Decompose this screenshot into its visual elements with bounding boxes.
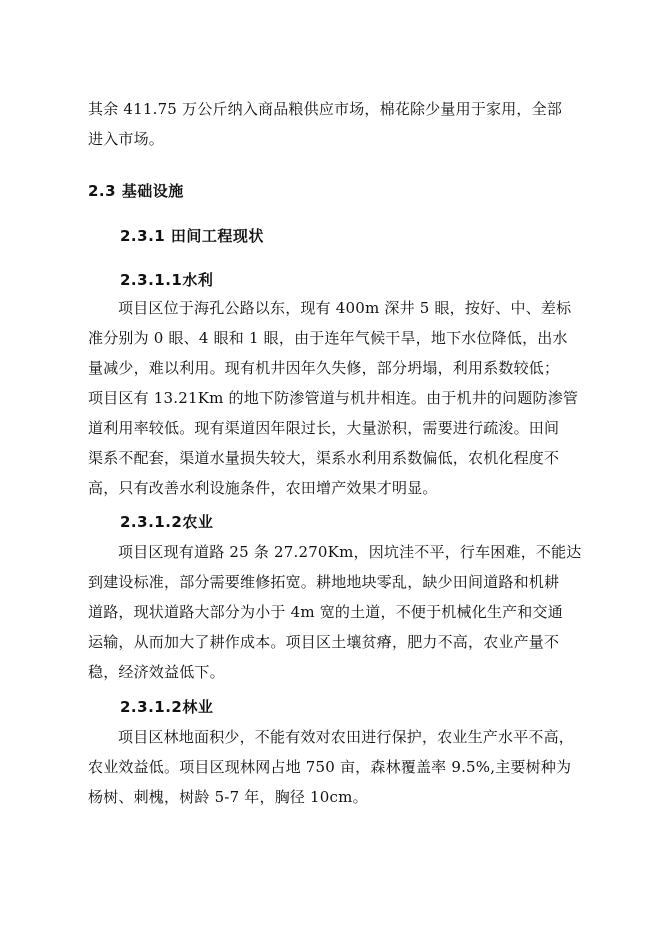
intro-line-2: 进入市场。	[88, 130, 165, 148]
subsection-heading-water	[120, 270, 213, 290]
agriculture-line-5: 稳，经济效益低下。	[88, 663, 225, 681]
water-line-2: 准分别为 0 眼、4 眼和 1 眼，由于连年气候干旱，地下水位降低，出水	[88, 329, 568, 347]
subsection-heading-agriculture	[120, 512, 213, 532]
forestry-line-1: 项目区林地面积少，不能有效对农田进行保护，农业生产水平不高，	[118, 728, 575, 746]
section-heading-2-3-1: 2.3.1 田间工程现状	[120, 227, 264, 245]
water-line-3: 量减少，难以利用。现有机井因年久失修，部分坍塌，利用系数较低；	[88, 359, 560, 377]
subsection-title: 林业	[182, 698, 214, 716]
subsection-number: 2.3.1.1	[120, 271, 183, 289]
agriculture-line-3: 道路，现状道路大部分为小于 4m 宽的土道，不便于机械化生产和交通	[88, 603, 563, 621]
section-heading-2-3: 2.3 基础设施	[88, 182, 184, 200]
subsection-title: 农业	[182, 513, 214, 531]
water-line-5: 道利用率较低。现有渠道因年限过长，大量淤积，需要进行疏浚。田间	[88, 419, 560, 437]
subsection-number: 2.3.1.2	[120, 513, 183, 531]
forestry-line-2: 农业效益低。项目区现林网占地 750 亩，森林覆盖率 9.5%,主要树种为	[88, 758, 572, 776]
agriculture-line-1: 项目区现有道路 25 条 27.270Km，因坑洼不平，行车困难，不能达	[118, 543, 582, 561]
subsection-heading-forestry	[120, 697, 213, 717]
water-line-7: 高，只有改善水利设施条件，农田增产效果才明显。	[88, 479, 438, 497]
intro-line-1: 其余 411.75 万公斤纳入商品粮供应市场，棉花除少量用于家用，全部	[88, 100, 563, 118]
water-line-4: 项目区有 13.21Km 的地下防渗管道与机井相连。由于机井的问题防渗管	[88, 389, 579, 407]
agriculture-line-4: 运输，从而加大了耕作成本。项目区土壤贫瘠，肥力不高，农业产量不	[88, 633, 560, 651]
agriculture-line-2: 到建设标准，部分需要维修拓宽。耕地地块零乱，缺少田间道路和机耕	[88, 573, 560, 591]
water-line-1: 项目区位于海孔公路以东，现有 400m 深井 5 眼，按好、中、差标	[118, 299, 572, 317]
subsection-number: 2.3.1.2	[120, 698, 183, 716]
water-line-6: 渠系不配套，渠道水量损失较大，渠系水利用系数偏低，农机化程度不	[88, 449, 560, 467]
forestry-line-3: 杨树、刺槐，树龄 5-7 年，胸径 10cm。	[88, 788, 368, 806]
subsection-title: 水利	[182, 271, 214, 289]
